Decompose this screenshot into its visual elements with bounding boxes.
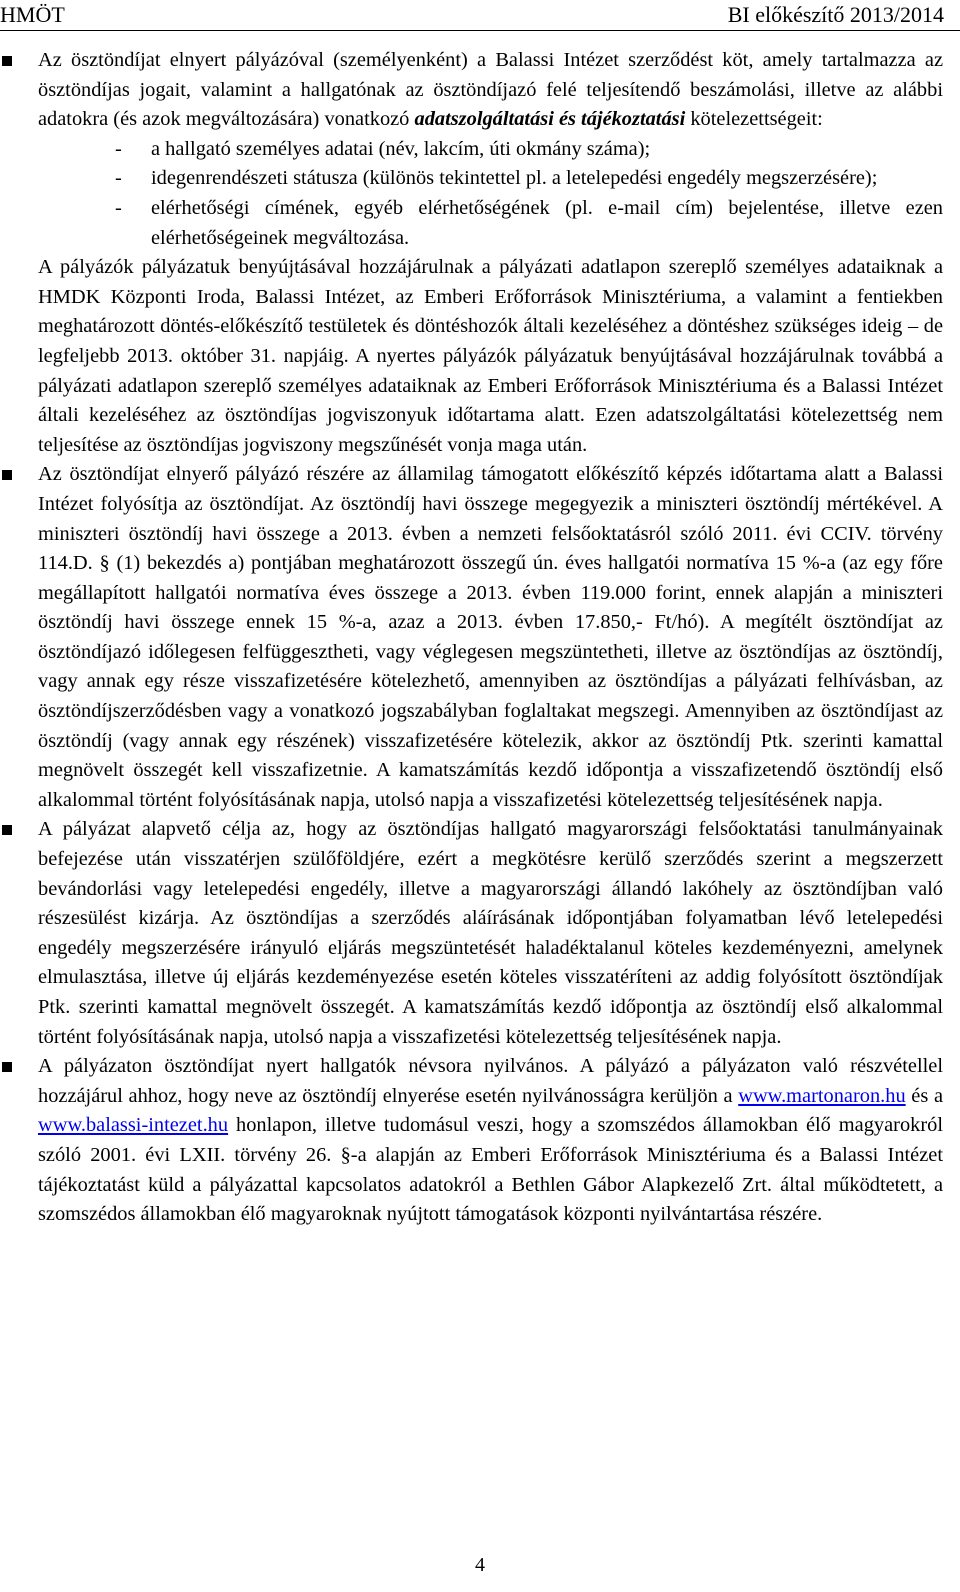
bullet-text: és a [905,1084,943,1107]
bullet-item [0,460,943,815]
page-header [0,0,960,31]
bullet-paragraph [38,1052,943,1230]
consent-paragraph: A pályázók pályázatuk benyújtásával hozzájárulnak a pályázati adatlapon szereplő személyes adataiknak a HMDK Központi Iroda, Balassi Intézet, az Emberi Erőforrások Minisztériuma, a valamint a fentiekben meghatározott döntés-előkészítő testületek és döntéshozók általi kezeléséhez a döntéshez szükséges ideig – de legfeljebb 2013. október 31. napjáig. A nyertes pályázók pályázatuk benyújtásával hozzájárulnak továbbá a pályázati adatlapon szereplő személyes adataiknak az Emberi Erőforrások Minisztériuma és a Balassi Intézet általi kezeléséhez az ösztöndíjas jogviszonyuk időtartama alatt. Ezen adatszolgáltatási kötelezettség nem teljesítése az ösztöndíjas jogviszony megszűnését vonja maga után. [38,256,943,456]
dash-list-item [38,164,943,194]
bullet-item [0,46,943,460]
emphasis-text: adatszolgáltatási és tájékoztatási [414,108,686,131]
dash-marker: - [115,137,122,160]
header-left-title: HMÖT [0,2,65,27]
square-bullet-icon [2,56,12,66]
bullet-item [0,1052,943,1230]
bullet-paragraph: A pályázat alapvető célja az, hogy az ösztöndíjas hallgató magyarországi felsőoktatási tanulmányainak befejezése után visszatérjen szülőföldjére, ezért a megkötésre kerülő szerződés szerint a megszerzett bevándorlási vagy letelepedési engedély, illetve a magyarországi állandó lakóhely az ösztöndíjban való részesülést kizárja. Az ösztöndíjas a szerződés aláírásának időpontjában folyamatban lévő letelepedési engedély megszerzésére irányuló eljárás megszüntetését haladéktalanul köteles kezdeményezni, amelynek elmulasztása, illetve új eljárás kezdeményezése esetén köteles visszatéríteni az addig folyósított ösztöndíjak Ptk. szerinti kamattal megnövelt összegét. A kamatszámítás kezdő időpontja az ösztöndíj első alkalommal történt folyósításának napja, utolsó napja a visszafizetési kötelezettség teljesítésének napja. [38,818,943,1048]
bullet-text-end: kötelezettségeit: [685,108,823,131]
page-number: 4 [475,1554,485,1576]
square-bullet-icon [2,825,12,835]
list-item-text: elérhetőségi címének, egyéb elérhetőségének (pl. e-mail cím) bejelentése, illetve ezen elérhetőségeinek megváltozása. [151,196,943,249]
list-item-text: a hallgató személyes adatai (név, lakcím, úti okmány száma); [151,137,651,160]
dash-list-item [38,135,943,165]
dash-list [38,135,943,253]
bullet-text: Az ösztöndíjat elnyert pályázóval (személyenként) a Balassi Intézet szerződést köt, amely tartalmazza az ösztöndíjas jogait, valamint a hallgatónak az ösztöndíjazó felé teljesítendő beszámolási, illetve az alábbi adatokra (és azok megváltozására) vonatkozó [38,49,943,131]
header-right-title: BI előkészítő 2013/2014 [727,2,944,27]
bullet-paragraph [38,46,943,135]
bullet-item [0,815,943,1052]
document-body [0,46,943,1230]
square-bullet-icon [2,470,12,480]
bullet-text: honlapon, illetve tudomásul veszi, hogy a szomszédos államokban élő magyarokról szóló 2001. évi LXII. törvény 26. §-a alapján az Emberi Erőforrások Minisztériuma és a Balassi Intézet tájékoztatást küld a pályázattal kapcsolatos adatokról a Bethlen Gábor Alapkezelő Zrt. által működtetett, a szomszédos államokban élő magyaroknak nyújtott támogatások központi nyilvántartása részére. [38,1114,943,1226]
balassi-intezet-link[interactable]: www.balassi-intezet.hu [38,1114,229,1137]
martonaron-link[interactable]: www.martonaron.hu [738,1084,906,1107]
dash-list-item [38,194,943,253]
dash-marker: - [115,196,122,219]
square-bullet-icon [2,1062,12,1072]
bullet-paragraph: Az ösztöndíjat elnyerő pályázó részére az államilag támogatott előkészítő képzés időtartama alatt a Balassi Intézet folyósítja az ösztöndíjat. Az ösztöndíj havi összege megegyezik a miniszteri ösztöndíj mértékével. A miniszteri ösztöndíj havi összege a 2013. évben a nemzeti felsőoktatásról szóló 2011. évi CCIV. törvény 114.D. § (1) bekezdés a) pontjában meghatározott összegű ún. éves hallgatói normatíva 15 %-a (az egy főre megállapított hallgatói normatíva éves összege a 2013. évben 119.000 forint, ennek alapján a miniszteri ösztöndíj havi összege ennek 15 %-a, azaz a 2013. évben 17.850,- Ft/hó). A megítélt ösztöndíjat az ösztöndíjazó időlegesen felfüggesztheti, vagy véglegesen megszüntetheti, illetve az ösztöndíjas az ösztöndíj, vagy annak egy része visszafizetésére kötelezhető, amennyiben az ösztöndíjas a pályázati felhívásban, az ösztöndíjszerződésben vagy a vonatkozó jogszabályban foglaltakat megszegi. Amennyiben az ösztöndíjast az ösztöndíj (vagy annak egy részének) visszafizetésére kötelezik, akkor az ösztöndíj Ptk. szerinti kamattal megnövelt összegét kell visszafizetnie. A kamatszámítás kezdő időpontja a visszafizetendő ösztöndíj első alkalommal történt folyósításának napja, utolsó napja a visszafizetési kötelezettség teljesítésének napja. [38,463,943,811]
list-item-text: idegenrendészeti státusza (különös tekintettel pl. a letelepedési engedély megszerzésére); [151,167,878,190]
bullet-text: A pályázaton ösztöndíjat nyert hallgatók névsora nyilvános. A pályázó a pályázaton való részvétellel hozzájárul ahhoz, hogy neve az ösztöndíj elnyerése esetén nyilvánosságra kerüljön a [38,1055,943,1107]
dash-marker: - [115,167,122,190]
